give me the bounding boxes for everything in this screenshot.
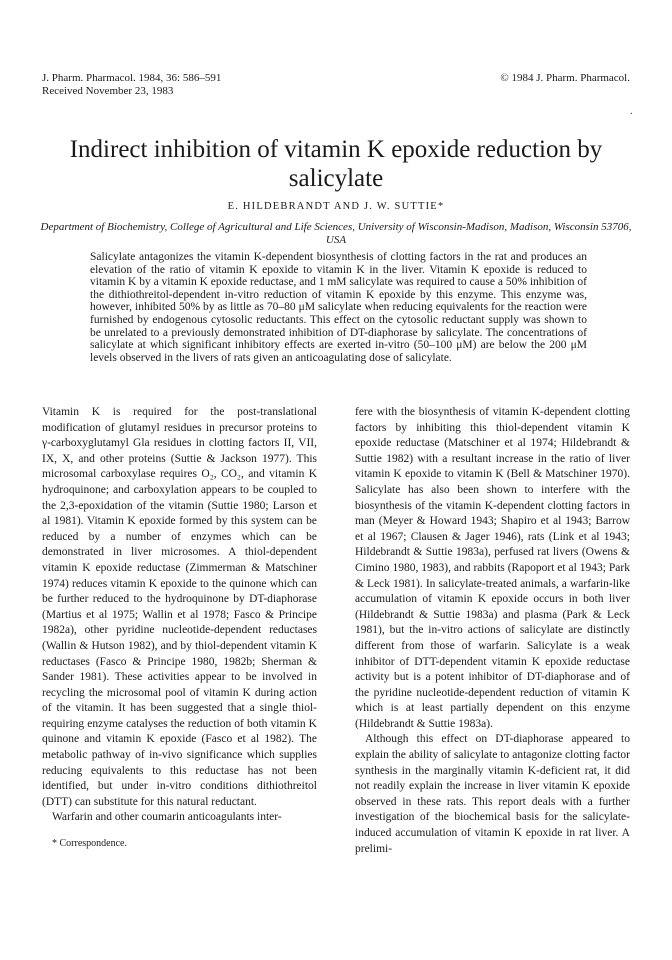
footnote-correspondence: * Correspondence. [52,838,127,849]
paragraph: Warfarin and other coumarin anticoagulants inter- [52,811,282,824]
paragraph: fere with the biosynthesis of vitamin K-dependent clotting factors by inhibiting this thiol-dependent vitamin K epoxide reductase (Matschiner et al 1974; Hildebrandt & Suttie 1982) with a resultant increase in the ratio of liver vitamin K epoxide to vitamin K (Bell & Matschiner 1970). Salicylate has also been shown to interfere with the biosynthesis of the vitamin K-dependent clotting factors in man (Meyer & Howard 1943; Shapiro et al 1943; Barrow et al 1967; Clausen & Jager 1946), rats (Link et al 1943; Hildebrandt & Suttie 1983a), perfused rat livers (Owens & Cimino 1980, 1983), and rabbits (Rapoport et al 1943; Park & Leck 1981). In salicylate-treated animals, a warfarin-like accumulation of vitamin K epoxide occurs in both liver (Hildebrandt & Suttie 1983a) and plasma (Park & Leck 1981), but the in-vitro actions of salicylate are distinctly different from those of warfarin. Salicylate is a weak inhibitor of DTT-dependent vitamin K epoxide reductase activity but is a potent inhibitor of DT-diaphorase and of the pyridine nucleotide-dependent reduction of vitamin K which is at least partially dependent on this enzyme (Hildebrandt & Suttie 1983a). [355,406,630,730]
paragraph: Although this effect on DT-diaphorase appeared to explain the ability of salicylate to antagonize clotting factor synthesis in the marginally vitamin K-deficient rat, it did not readily explain the increase in liver vitamin K epoxide observed in these rats. This report deals with a further investigation of the biochemical basis for the salicylate-induced accumulation of vitamin K epoxide in rat liver. A prelimi- [355,733,630,855]
affiliation: Department of Biochemistry, College of Agricultural and Life Sciences, University of Wisconsin-Madison, Madison, Wisconsin 53706, USA [40,221,632,246]
stray-dot: . [630,106,633,117]
author-line: E. HILDEBRANDT AND J. W. SUTTIE* [227,201,445,212]
journal-reference: J. Pharm. Pharmacol. 1984, 36: 586–591 [42,72,222,84]
article-title: Indirect inhibition of vitamin K epoxide reduction by salicylate [69,135,603,192]
copyright-notice: © 1984 J. Pharm. Pharmacol. [500,72,630,84]
paragraph: Vitamin K is required for the post-translational modification of glutamyl residues in precursor proteins to γ-carboxyglutamyl Gla residues in clotting factors II, VII, IX, X, and other proteins (Suttie & Jackson 1977). This microsomal carboxylase requires O₂, CO₂, and vitamin K hydroquinone; and carboxylation appears to be coupled to the 2,3-epoxidation of the vitamin (Suttie 1980; Larson et al 1981). Vitamin K epoxide formed by this system can be reduced by a number of enzymes which can be demonstrated in liver microsomes. A thiol-dependent vitamin K epoxide reductase (Zimmerman & Matschiner 1974) reduces vitamin K epoxide to the quinone which can be further reduced to the hydroquinone by DT-diaphorase (Martius et al 1975; Wallin et al 1978; Fasco & Principe 1982a), other pyridine nucleotide-dependent reductases (Wallin & Hutson 1982), and by thiol-dependent vitamin K reductases (Fasco & Principe 1980, 1982b; Sherman & Sander 1981). These activities appear to be involved in recycling the microsomal pool of vitamin K during action of the vitamin. It has been suggested that a single thiol-requiring enzyme catalyses the reduction of both vitamin K quinone and vitamin K epoxide (Fasco et al 1982). The metabolic pathway of in-vivo significance which supplies reducing equivalents to this reductase has not been identified, but under in-vitro conditions dithiothreitol (DTT) can substitute for this natural reductant. [42,406,317,808]
abstract: Salicylate antagonizes the vitamin K-dependent biosynthesis of clotting factors in the rat and produces an elevation of the ratio of vitamin K epoxide to vitamin K in the liver. Vitamin K epoxide is reduced to vitamin K by a vitamin K epoxide reductase, and 1 mM salicylate was required to cause a 50% inhibition of the dithiothreitol-dependent in-vitro reduction of vitamin K epoxide by this enzyme. This enzyme was, however, inhibited 50% by as little as 70–80 μM salicylate when reducing equivalents for the reaction were furnished by endogenous cytosolic reductants. This effect on the cytosolic reductant supply was shown to be unrelated to a previously demonstrated inhibition of DT-diaphorase by salicylate. The concentrations of salicylate at which significant inhibitory effects are exerted in-vitro (50–100 μM) are below the 200 μM levels observed in the livers of rats given an anticoagulating dose of salicylate. [90,251,587,364]
body-column-right [355,405,630,857]
received-date: Received November 23, 1983 [42,84,174,97]
running-header-left [42,72,221,97]
body-column-left [42,405,317,835]
